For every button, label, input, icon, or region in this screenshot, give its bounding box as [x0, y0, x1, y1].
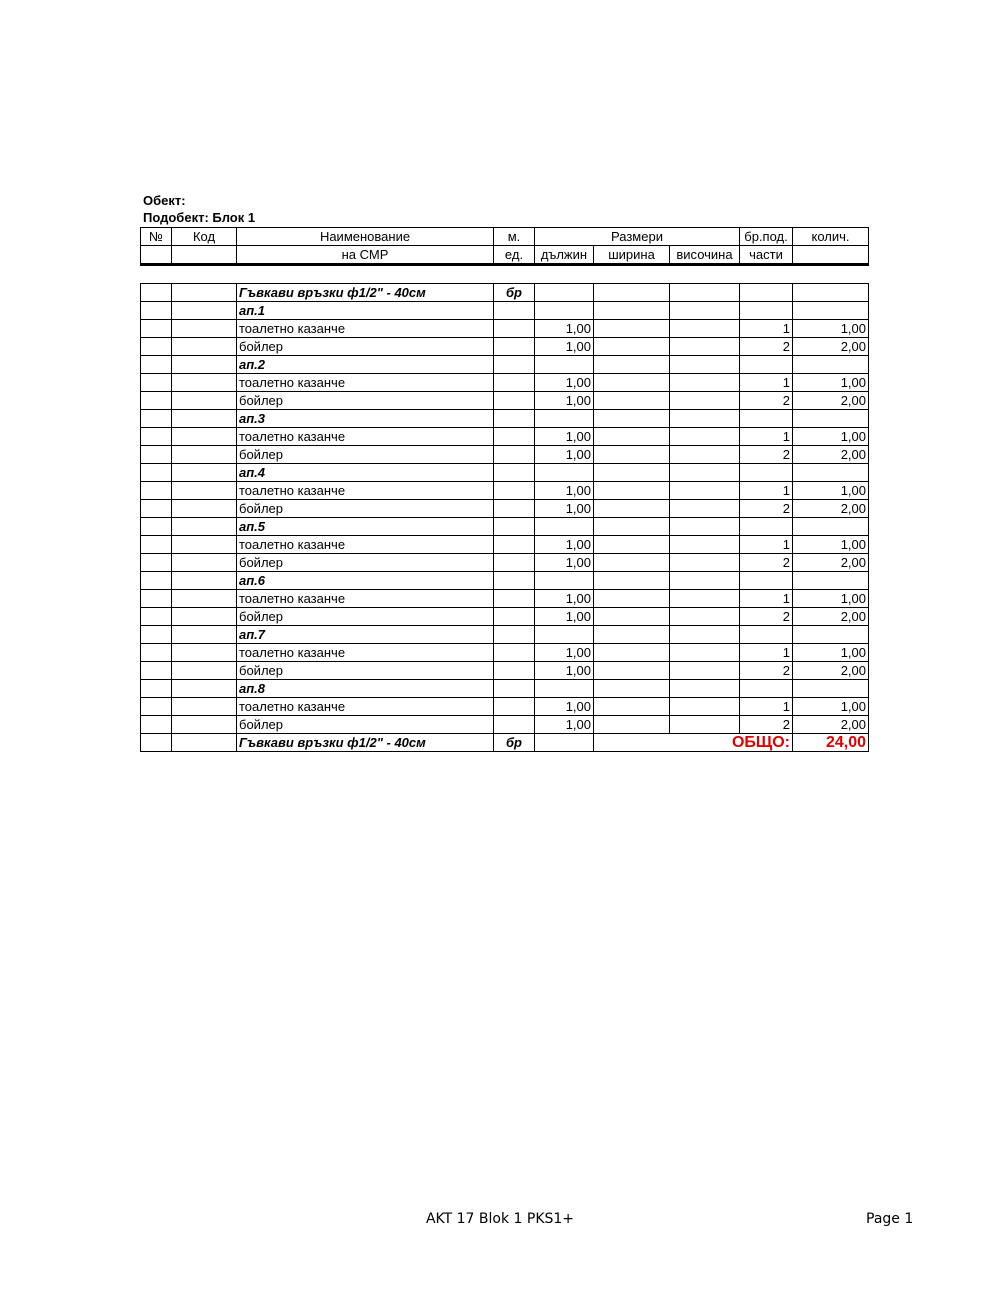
row-parts: 1 — [740, 428, 793, 446]
col-code: Код — [172, 228, 237, 246]
subobject-label: Подобект: Блок 1 — [143, 210, 256, 225]
row-quantity: 2,00 — [793, 500, 869, 518]
table-row — [141, 698, 869, 716]
row-quantity: 1,00 — [793, 320, 869, 338]
row-quantity: 1,00 — [793, 698, 869, 716]
table-row — [141, 374, 869, 392]
data-table — [140, 283, 869, 752]
row-parts: 1 — [740, 482, 793, 500]
total-value: 24,00 — [793, 734, 869, 752]
col-parts-sub: части — [740, 246, 793, 265]
row-quantity: 2,00 — [793, 716, 869, 734]
row-name: бойлер — [237, 338, 494, 356]
row-length: 1,00 — [535, 320, 594, 338]
row-parts: 2 — [740, 338, 793, 356]
group-row — [141, 626, 869, 644]
table-row — [141, 500, 869, 518]
row-quantity: 2,00 — [793, 554, 869, 572]
group-row — [141, 464, 869, 482]
col-dimensions: Размери — [535, 228, 740, 246]
row-quantity: 1,00 — [793, 590, 869, 608]
footer-title: AKT 17 Blok 1 PKS1+ — [425, 1211, 575, 1227]
group-row — [141, 518, 869, 536]
row-parts: 2 — [740, 392, 793, 410]
row-name: тоалетно казанче — [237, 482, 494, 500]
column-header-table — [140, 227, 869, 266]
table-row — [141, 392, 869, 410]
table-row — [141, 644, 869, 662]
row-name: тоалетно казанче — [237, 536, 494, 554]
row-parts: 1 — [740, 536, 793, 554]
row-length: 1,00 — [535, 716, 594, 734]
table-row — [141, 608, 869, 626]
row-length: 1,00 — [535, 554, 594, 572]
item-name: Гъвкави връзки ф1/2" - 40см — [237, 284, 494, 302]
row-parts: 1 — [740, 374, 793, 392]
group-row — [141, 572, 869, 590]
table-row — [141, 446, 869, 464]
col-quantity: колич. — [793, 228, 869, 246]
row-name: ап.8 — [237, 680, 494, 698]
group-row — [141, 356, 869, 374]
row-parts: 2 — [740, 500, 793, 518]
col-width: ширина — [594, 246, 670, 265]
table-row — [141, 482, 869, 500]
object-label: Обект: — [143, 193, 186, 208]
row-parts: 1 — [740, 698, 793, 716]
total-item-name: Гъвкави връзки ф1/2" - 40см — [237, 734, 494, 752]
table-row — [141, 320, 869, 338]
item-unit: бр — [494, 284, 535, 302]
row-length: 1,00 — [535, 446, 594, 464]
row-parts: 1 — [740, 320, 793, 338]
col-unit: м. — [494, 228, 535, 246]
group-row — [141, 302, 869, 320]
table-row — [141, 554, 869, 572]
row-name: ап.6 — [237, 572, 494, 590]
row-length: 1,00 — [535, 482, 594, 500]
row-name: бойлер — [237, 608, 494, 626]
group-row — [141, 680, 869, 698]
row-name: бойлер — [237, 446, 494, 464]
row-name: ап.1 — [237, 302, 494, 320]
row-length: 1,00 — [535, 374, 594, 392]
col-length: дължин — [535, 246, 594, 265]
row-name: тоалетно казанче — [237, 374, 494, 392]
row-name: ап.5 — [237, 518, 494, 536]
col-no: № — [141, 228, 172, 246]
row-quantity: 1,00 — [793, 428, 869, 446]
col-unit-sub: ед. — [494, 246, 535, 265]
row-length: 1,00 — [535, 644, 594, 662]
row-name: тоалетно казанче — [237, 644, 494, 662]
row-length: 1,00 — [535, 590, 594, 608]
table-row — [141, 428, 869, 446]
table-row — [141, 662, 869, 680]
row-quantity: 2,00 — [793, 446, 869, 464]
row-name: тоалетно казанче — [237, 698, 494, 716]
row-quantity: 2,00 — [793, 662, 869, 680]
footer-page: Page 1 — [866, 1211, 914, 1227]
row-name: бойлер — [237, 500, 494, 518]
row-parts: 2 — [740, 662, 793, 680]
row-name: бойлер — [237, 554, 494, 572]
row-length: 1,00 — [535, 338, 594, 356]
table-row — [141, 716, 869, 734]
row-parts: 1 — [740, 590, 793, 608]
item-row — [141, 284, 869, 302]
group-row — [141, 410, 869, 428]
row-parts: 2 — [740, 446, 793, 464]
row-quantity: 1,00 — [793, 374, 869, 392]
row-parts: 1 — [740, 644, 793, 662]
row-name: бойлер — [237, 392, 494, 410]
row-length: 1,00 — [535, 698, 594, 716]
row-parts: 2 — [740, 716, 793, 734]
table-row — [141, 338, 869, 356]
table-row — [141, 536, 869, 554]
object-header — [143, 192, 255, 226]
row-name: ап.7 — [237, 626, 494, 644]
row-length: 1,00 — [535, 536, 594, 554]
row-length: 1,00 — [535, 428, 594, 446]
row-name: бойлер — [237, 716, 494, 734]
row-length: 1,00 — [535, 662, 594, 680]
row-quantity: 2,00 — [793, 608, 869, 626]
row-quantity: 2,00 — [793, 338, 869, 356]
col-parts: бр.под. — [740, 228, 793, 246]
row-name: тоалетно казанче — [237, 590, 494, 608]
row-length: 1,00 — [535, 392, 594, 410]
row-name: ап.2 — [237, 356, 494, 374]
row-name: тоалетно казанче — [237, 428, 494, 446]
total-label: ОБЩО: — [594, 734, 793, 752]
row-parts: 2 — [740, 608, 793, 626]
row-quantity: 1,00 — [793, 536, 869, 554]
row-quantity: 2,00 — [793, 392, 869, 410]
col-height: височина — [670, 246, 740, 265]
row-quantity: 1,00 — [793, 482, 869, 500]
col-name-sub: на СМР — [237, 246, 494, 265]
row-name: ап.3 — [237, 410, 494, 428]
row-length: 1,00 — [535, 500, 594, 518]
row-name: тоалетно казанче — [237, 320, 494, 338]
row-name: бойлер — [237, 662, 494, 680]
row-length: 1,00 — [535, 608, 594, 626]
col-name: Наименование — [237, 228, 494, 246]
row-parts: 2 — [740, 554, 793, 572]
total-row — [141, 734, 869, 752]
total-item-unit: бр — [494, 734, 535, 752]
row-quantity: 1,00 — [793, 644, 869, 662]
row-name: ап.4 — [237, 464, 494, 482]
table-row — [141, 590, 869, 608]
